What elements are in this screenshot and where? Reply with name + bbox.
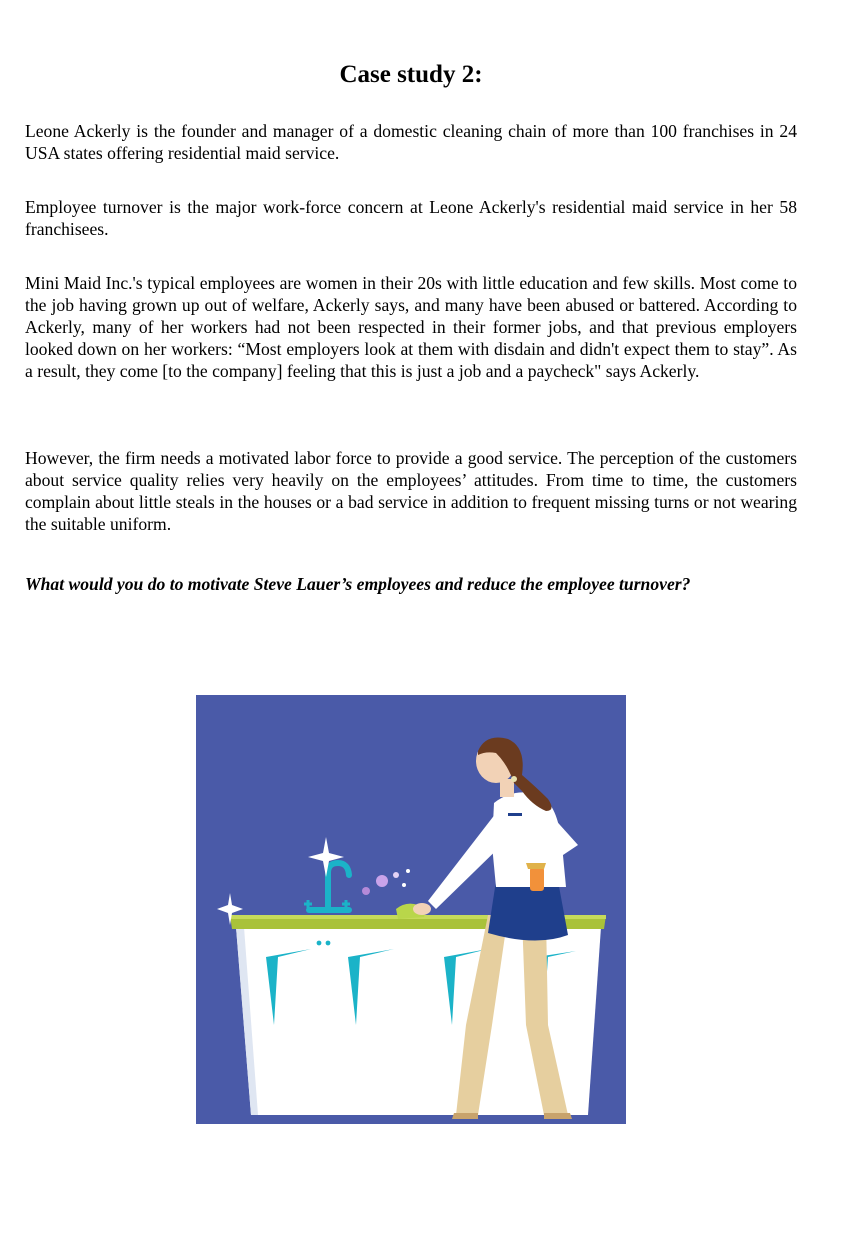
case-question: What would you do to motivate Steve Lauer’s employees and reduce the employee turnover? <box>25 574 691 594</box>
paragraph-service-quality: However, the firm needs a motivated labor force to provide a good service. The perception of the customers about service quality relies very heavily on the employees’ attitudes. From time to time, the customers complain about little steals in the houses or a bad service in addition to frequent missing turns or not wearing the suitable uniform. <box>25 448 797 534</box>
paragraph-turnover: Employee turnover is the major work-force concern at Leone Ackerly's residential maid service in her 58 franchisees. <box>25 197 797 239</box>
maid-cleaning-counter-illustration <box>196 695 626 1124</box>
spray-bottle-icon <box>530 867 544 891</box>
paragraph-intro: Leone Ackerly is the founder and manager of a domestic cleaning chain of more than 100 franchises in 24 USA states offering residential maid service. <box>25 121 797 163</box>
page-title: Case study 2: <box>339 61 483 88</box>
paragraph-employees: Mini Maid Inc.'s typical employees are women in their 20s with little education and few skills. Most come to the job having grown up out of welfare, Ackerly says, and many have been abused or battered. According to Ackerly, many of her workers had not been respected in their former jobs, and that previous employers looked down on her workers: “Most employers look at them with disdain and didn't expect them to stay”. As a result, they come [to the company] feeling that this is just a job and a paycheck" says Ackerly. <box>25 273 797 381</box>
